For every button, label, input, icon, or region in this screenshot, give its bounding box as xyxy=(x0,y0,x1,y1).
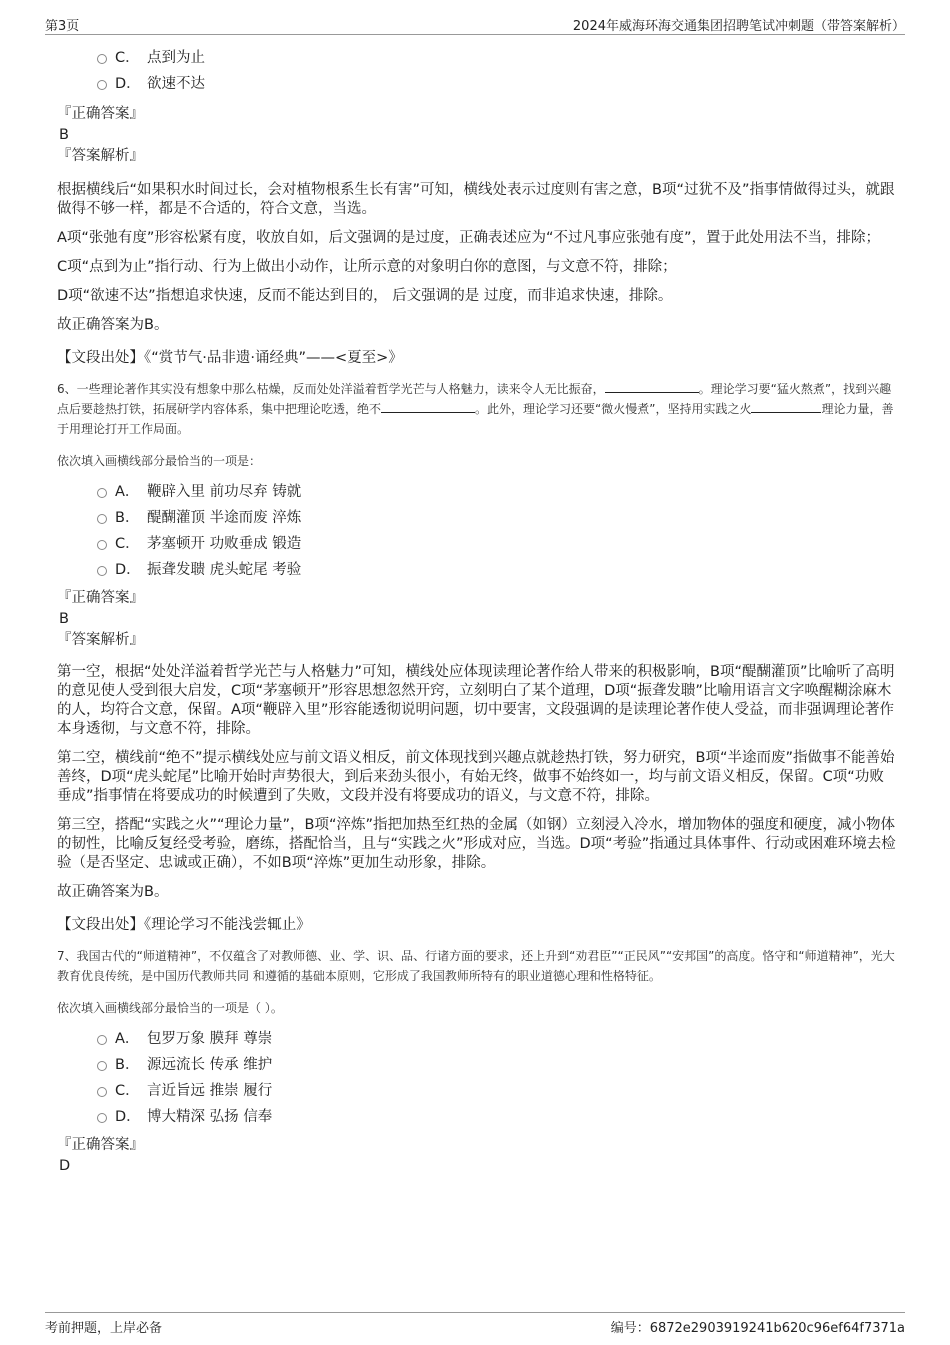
q5-option-d[interactable]: D． 欲速不达 xyxy=(57,71,897,97)
fill-blank xyxy=(605,380,699,393)
q7-option-b[interactable]: B． 源远流长 传承 维护 xyxy=(57,1052,897,1078)
q7-option-c[interactable]: C． 言近旨远 推崇 履行 xyxy=(57,1078,897,1104)
answer-label: 『正确答案』 xyxy=(57,106,144,122)
radio-icon[interactable] xyxy=(97,566,107,576)
radio-icon[interactable] xyxy=(97,1087,107,1097)
source-citation: 【文段出处】《“赏节气·品非遗·诵经典”——<夏至>》 xyxy=(57,350,403,366)
q7-option-d[interactable]: D． 博大精深 弘扬 信奉 xyxy=(57,1104,897,1130)
radio-icon[interactable] xyxy=(97,514,107,524)
footer-slogan: 考前押题，上岸必备 xyxy=(45,1321,163,1336)
q6-option-d[interactable]: D． 振聋发聩 虎头蛇尾 考验 xyxy=(57,557,897,583)
q7-option-a[interactable]: A． 包罗万象 膜拜 尊崇 xyxy=(57,1026,897,1052)
question-prompt: 依次填入画横线部分最恰当的一项是： xyxy=(57,454,262,468)
analysis-label: 『答案解析』 xyxy=(57,148,144,164)
radio-icon[interactable] xyxy=(97,540,107,550)
analysis-paragraph: 根据横线后“如果积水时间过长，会对植物根系生长有害”可知，横线处表示过度则有害之意，B项“过犹不及”指事情做得过头，就跟做得不够一样，都是不合适的，符合文意，当选。 xyxy=(57,182,895,217)
analysis-paragraph: C项“点到为止”指行动、行为上做出小动作，让所示意的对象明白你的意图，与文意不符，排除； xyxy=(57,259,677,275)
page-content xyxy=(57,45,897,1176)
answer-value: D xyxy=(59,1158,71,1174)
answer-value: B xyxy=(59,611,69,627)
analysis-paragraph: 第一空，根据“处处洋溢着哲学光芒与人格魅力”可知，横线处应体现读理论著作给人带来的积极影响，B项“醍醐灌顶”比喻听了高明的意见使人受到很大启发，C项“茅塞顿开”形容思想忽然开窍，立刻明白了某个道理，D项“振聋发聩”比喻用语言文字唤醒糊涂麻木的人，均符合文意，保留。A项“鞭辟入里”形容能透彻说明问题，切中要害，文段强调的是读理论著作使人受益，而非强调理论著作本身透彻，与文意不符，排除。 xyxy=(57,664,895,737)
q6-option-c[interactable]: C． 茅塞顿开 功败垂成 锻造 xyxy=(57,531,897,557)
q7-options xyxy=(57,1026,897,1130)
radio-icon[interactable] xyxy=(97,1061,107,1071)
q6-option-a[interactable]: A． 鞭辟入里 前功尽弃 铸就 xyxy=(57,479,897,505)
analysis-label: 『答案解析』 xyxy=(57,632,144,648)
radio-icon[interactable] xyxy=(97,488,107,498)
page-number: 第3页 xyxy=(45,19,80,34)
document-title: 2024年威海环海交通集团招聘笔试冲刺题（带答案解析） xyxy=(572,19,905,34)
q5-options xyxy=(57,45,897,97)
radio-icon[interactable] xyxy=(97,80,107,90)
radio-icon[interactable] xyxy=(97,1113,107,1123)
fill-blank xyxy=(381,400,475,413)
analysis-paragraph: 故正确答案为B。 xyxy=(57,884,169,900)
source-citation: 【文段出处】《理论学习不能浅尝辄止》 xyxy=(57,917,311,933)
page-header xyxy=(45,12,905,35)
question-stem: 6、一些理论著作其实没有想象中那么枯燥，反而处处洋溢着哲学光芒与人格魅力，读来令人无比振奋， 。理论学习要“猛火熬煮”，找到兴趣点后要趁热打铁，拓展研学内容体系，集中把理论吃透，绝不 。此外，理论学习还要“微火慢煮”，坚持用实践之火 理论力量，善于用理论打开工作局面。 xyxy=(57,382,894,436)
radio-icon[interactable] xyxy=(97,1035,107,1045)
q5-option-c[interactable]: C． 点到为止 xyxy=(57,45,897,71)
fill-blank xyxy=(751,400,821,413)
analysis-paragraph: A项“张弛有度”形容松紧有度，收放自如，后文强调的是过度，正确表述应为“不过凡事应张弛有度”，置于此处用法不当，排除； xyxy=(57,230,880,246)
document-code: 编号：6872e2903919241b620c96ef64f7371a xyxy=(610,1321,905,1336)
question-prompt: 依次填入画横线部分最恰当的一项是（ ）。 xyxy=(57,1001,283,1015)
page-footer xyxy=(45,1312,905,1335)
analysis-paragraph: 第二空，横线前“绝不”提示横线处应与前文语义相反，前文体现找到兴趣点就趁热打铁，努力研究，B项“半途而废”指做事不能善始善终，D项“虎头蛇尾”比喻开始时声势很大，到后来劲头很小，有始无终，做事不始终如一，均与前文语义相反，保留。C项“功败垂成”指事情在将要成功的时候遭到了失败，文段并没有将要成功的语义，与文意不符，排除。 xyxy=(57,750,895,804)
answer-label: 『正确答案』 xyxy=(57,1137,144,1153)
question-stem: 7、我国古代的“师道精神”，不仅蕴含了对教师德、业、学、识、品、行诸方面的要求，还上升到“劝君臣”“正民风”“安邦国”的高度。恪守和“师道精神”，光大教育优良传统，是中国历代教师共同 和遵循的基础本原则，它形成了我国教师所特有的职业道德心理和性格特征。 xyxy=(57,949,895,983)
analysis-paragraph: D项“欲速不达”指想追求快速，反而不能达到目的， 后文强调的是 过度，而非追求快速，排除。 xyxy=(57,288,673,304)
analysis-paragraph: 第三空，搭配“实践之火”“理论力量”，B项“淬炼”指把加热至红热的金属（如钢）立刻浸入冷水，增加物体的强度和硬度，减小物体的韧性，比喻反复经受考验，磨练，搭配恰当，且与“实践之火”形成对应，当选。D项“考验”指通过具体事件、行动或困难环境去检验（是否坚定、忠诚或正确），不如B项“淬炼”更加生动形象，排除。 xyxy=(57,817,896,871)
q6-options xyxy=(57,479,897,583)
q6-option-b[interactable]: B． 醍醐灌顶 半途而废 淬炼 xyxy=(57,505,897,531)
answer-label: 『正确答案』 xyxy=(57,590,144,606)
radio-icon[interactable] xyxy=(97,54,107,64)
answer-value: B xyxy=(59,127,69,143)
analysis-paragraph: 故正确答案为B。 xyxy=(57,317,169,333)
